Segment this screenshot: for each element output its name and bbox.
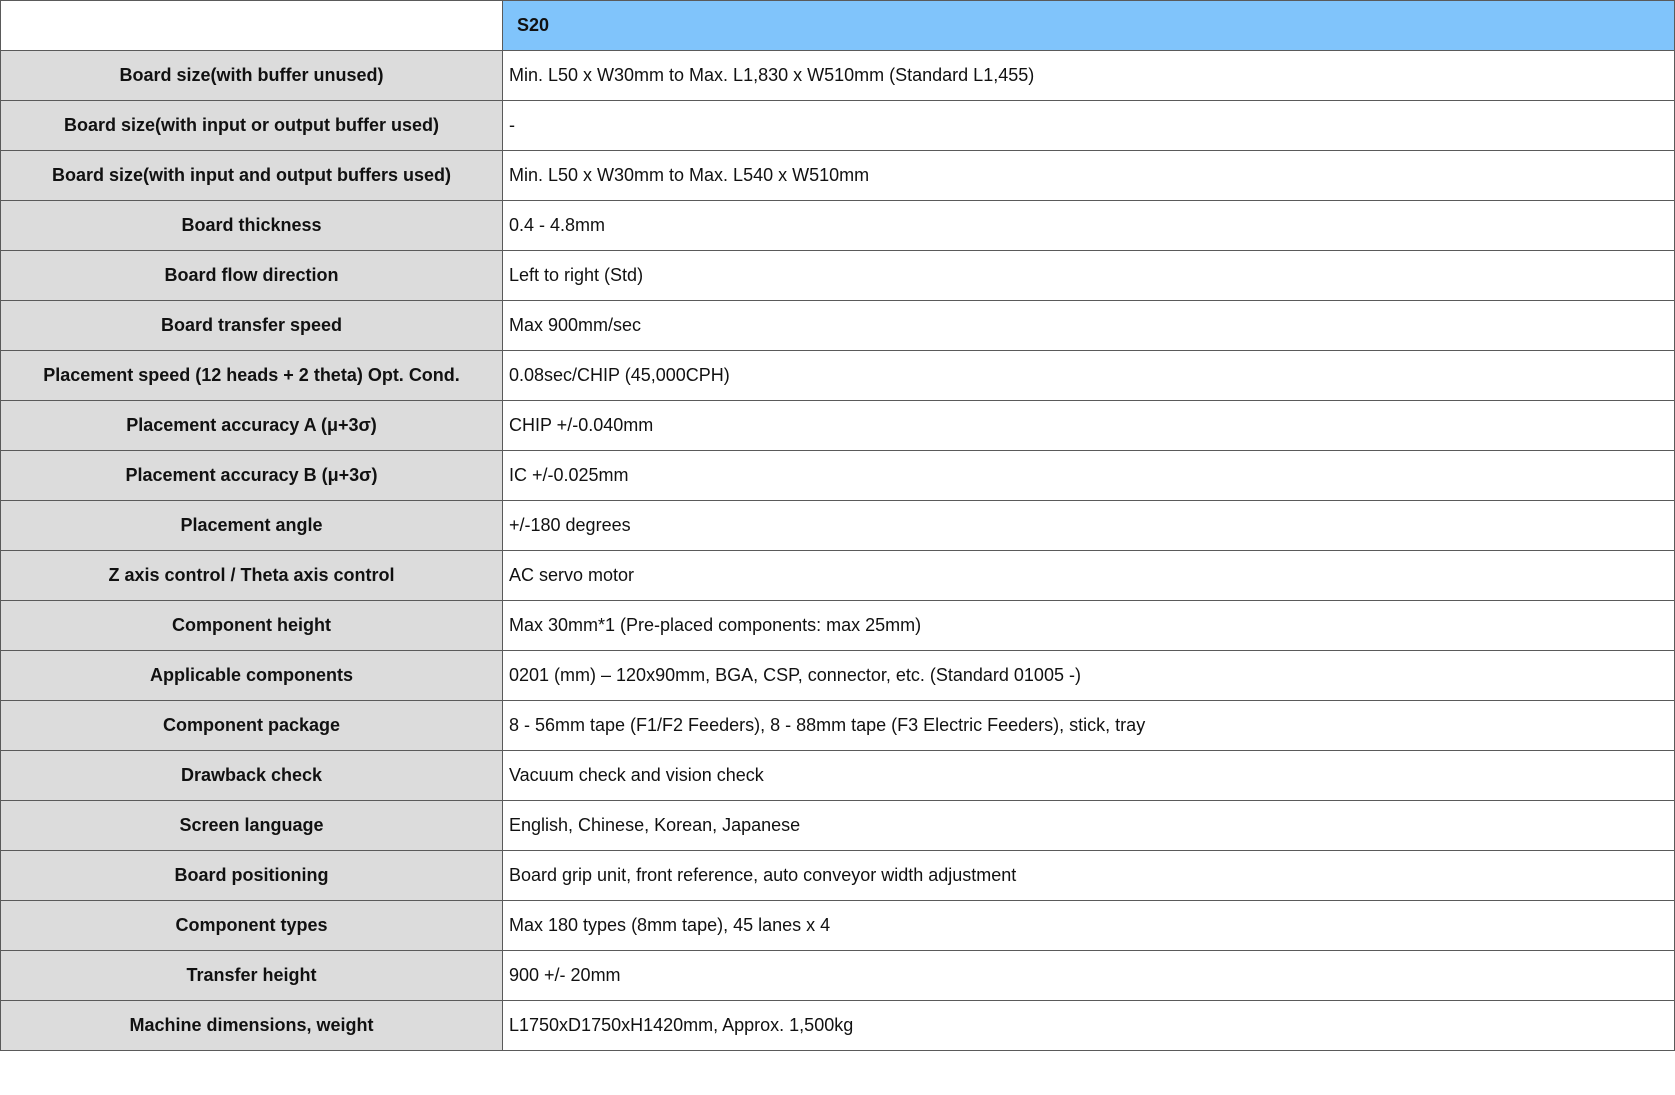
spec-value-cell: Max 180 types (8mm tape), 45 lanes x 4 [503, 901, 1675, 951]
spec-label-cell: Placement speed (12 heads + 2 theta) Opt. Cond. [1, 351, 503, 401]
table-row [1, 651, 1675, 701]
spec-label-cell: Board positioning [1, 851, 503, 901]
spec-label-cell: Placement accuracy A (μ+3σ) [1, 401, 503, 451]
spec-value-cell: 900 +/- 20mm [503, 951, 1675, 1001]
table-row [1, 301, 1675, 351]
spec-table-body [1, 1, 1675, 1051]
spec-label-cell: Placement accuracy B (μ+3σ) [1, 451, 503, 501]
spec-label-cell: Board size(with input or output buffer used) [1, 101, 503, 151]
spec-label-cell: Component height [1, 601, 503, 651]
table-row [1, 501, 1675, 551]
spec-label-cell: Board thickness [1, 201, 503, 251]
spec-value-cell: IC +/-0.025mm [503, 451, 1675, 501]
spec-value-cell: 0.4 - 4.8mm [503, 201, 1675, 251]
spec-label-cell: Applicable components [1, 651, 503, 701]
spec-value-cell: Board grip unit, front reference, auto conveyor width adjustment [503, 851, 1675, 901]
table-row [1, 901, 1675, 951]
spec-label-cell: Component package [1, 701, 503, 751]
spec-label-cell: Z axis control / Theta axis control [1, 551, 503, 601]
model-header-cell: S20 [503, 1, 1675, 51]
table-row [1, 451, 1675, 501]
spec-value-cell: Vacuum check and vision check [503, 751, 1675, 801]
spec-value-cell: - [503, 101, 1675, 151]
table-row [1, 51, 1675, 101]
spec-value-cell: Max 30mm*1 (Pre-placed components: max 25mm) [503, 601, 1675, 651]
table-row [1, 201, 1675, 251]
table-row [1, 401, 1675, 451]
spec-value-cell: +/-180 degrees [503, 501, 1675, 551]
spec-label-cell: Machine dimensions, weight [1, 1001, 503, 1051]
table-row [1, 701, 1675, 751]
table-row [1, 101, 1675, 151]
spec-label-cell: Board transfer speed [1, 301, 503, 351]
table-row [1, 851, 1675, 901]
table-row [1, 601, 1675, 651]
spec-label-cell: Placement angle [1, 501, 503, 551]
table-row [1, 351, 1675, 401]
spec-label-cell: Board flow direction [1, 251, 503, 301]
spec-value-cell: Left to right (Std) [503, 251, 1675, 301]
spec-label-cell: Transfer height [1, 951, 503, 1001]
spec-value-cell: AC servo motor [503, 551, 1675, 601]
table-row [1, 1001, 1675, 1051]
table-row [1, 751, 1675, 801]
table-row [1, 801, 1675, 851]
spec-label-cell: Board size(with buffer unused) [1, 51, 503, 101]
spec-value-cell: Max 900mm/sec [503, 301, 1675, 351]
spec-label-cell: Drawback check [1, 751, 503, 801]
spec-value-cell: Min. L50 x W30mm to Max. L540 x W510mm [503, 151, 1675, 201]
table-row [1, 151, 1675, 201]
bottom-margin [0, 1091, 1675, 1095]
spec-label-cell: Component types [1, 901, 503, 951]
spec-label-cell: Board size(with input and output buffers used) [1, 151, 503, 201]
spec-value-cell: 0.08sec/CHIP (45,000CPH) [503, 351, 1675, 401]
spec-value-cell: L1750xD1750xH1420mm, Approx. 1,500kg [503, 1001, 1675, 1051]
spec-value-cell: English, Chinese, Korean, Japanese [503, 801, 1675, 851]
header-corner-cell [1, 1, 503, 51]
table-row [1, 551, 1675, 601]
spec-label-cell: Screen language [1, 801, 503, 851]
spec-value-cell: Min. L50 x W30mm to Max. L1,830 x W510mm (Standard L1,455) [503, 51, 1675, 101]
spec-value-cell: 8 - 56mm tape (F1/F2 Feeders), 8 - 88mm tape (F3 Electric Feeders), stick, tray [503, 701, 1675, 751]
spec-value-cell: 0201 (mm) – 120x90mm, BGA, CSP, connector, etc. (Standard 01005 -) [503, 651, 1675, 701]
table-header-row [1, 1, 1675, 51]
table-row [1, 951, 1675, 1001]
table-row [1, 251, 1675, 301]
spec-value-cell: CHIP +/-0.040mm [503, 401, 1675, 451]
